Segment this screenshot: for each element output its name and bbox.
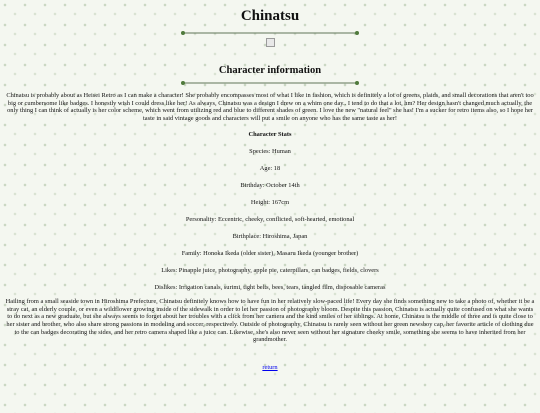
page-title: Chinatsu — [240, 8, 300, 24]
section-title: Character information — [218, 65, 322, 76]
intro-paragraph: Chinatsu is probably about as Heisei Retro as I can make a character! She probably encompasses most of what I like in fashion, which is definitely a lot of greens, plaids, and small decorations that aren't too big or cumbersome like badges. I honestly wish I could dress like her! As always, Chinatsu was a design I drew on a whim one day.. I tend to do that a lot, hm? Her design hasn't changed much actually, the only thing I can think of actually is her color scheme, which went from utilizing red and blue to different shades of green. I love the new "natural feel" she has! I'm a sucker for retro items also, so I hope her taste in said vintage goods and characters will put a smile on anyone who has the same taste as her! — [6, 92, 534, 123]
stat-species: Species: Human — [249, 147, 291, 155]
stat-birthplace: Birthplace: Hiroshima, Japan — [232, 232, 308, 240]
stat-age: Age: 18 — [259, 164, 281, 172]
stat-dislikes: Dislikes: Irrigation canals, surimi, tight belts, bees, tears, tangled film, disposable cameras — [154, 283, 386, 291]
decorative-divider — [180, 30, 360, 36]
stats-title: Character Stats — [248, 130, 292, 138]
decorative-divider — [180, 80, 360, 86]
return-link[interactable]: return — [262, 364, 278, 372]
stat-birthday: Birthday: October 14th — [240, 181, 300, 189]
story-paragraph: Hailing from a small seaside town in Hiroshima Prefecture, Chinatsu definitely knows how to have fun in her relatively slow-paced life! Every day she finds something new to take a photo of, whether it be a stray cat, an elderly couple, or even a wildflower growing inside of the sidewalk in order to let her passion of photography bloom. Despite this passion, Chinatsu is actually quite confused on what she wants to do next as a new graduate, but she always seems to forget about her troubles with a click from her camera and the kind smiles of her siblings. At home, Chinatsu is the middle of three and is quite close to her sister and brother, who also share strong passions in modeling and soccer, respectively. Outside of photography, Chinatsu is rarely seen without her green newsboy cap, her favorite article of clothing due to the can badges decorating the sides, and her retro camera shaped like a juice can. Likewise, she's also never seen without her signature cheeky smile, something she seems to have inherited from her grandmother. — [5, 297, 535, 344]
stat-family: Family: Honoka Ikeda (older sister), Masaru Ikeda (younger brother) — [181, 249, 359, 257]
stat-personality: Personality: Eccentric, cheeky, conflicted, soft-hearted, emotional — [185, 215, 355, 223]
broken-image-icon — [266, 38, 275, 47]
stat-height: Height: 167cm — [250, 198, 290, 206]
stat-likes: Likes: Pinapple juice, photography, apple pie, caterpillars, can badges, fields, clovers — [161, 266, 379, 274]
page-content — [0, 8, 540, 374]
